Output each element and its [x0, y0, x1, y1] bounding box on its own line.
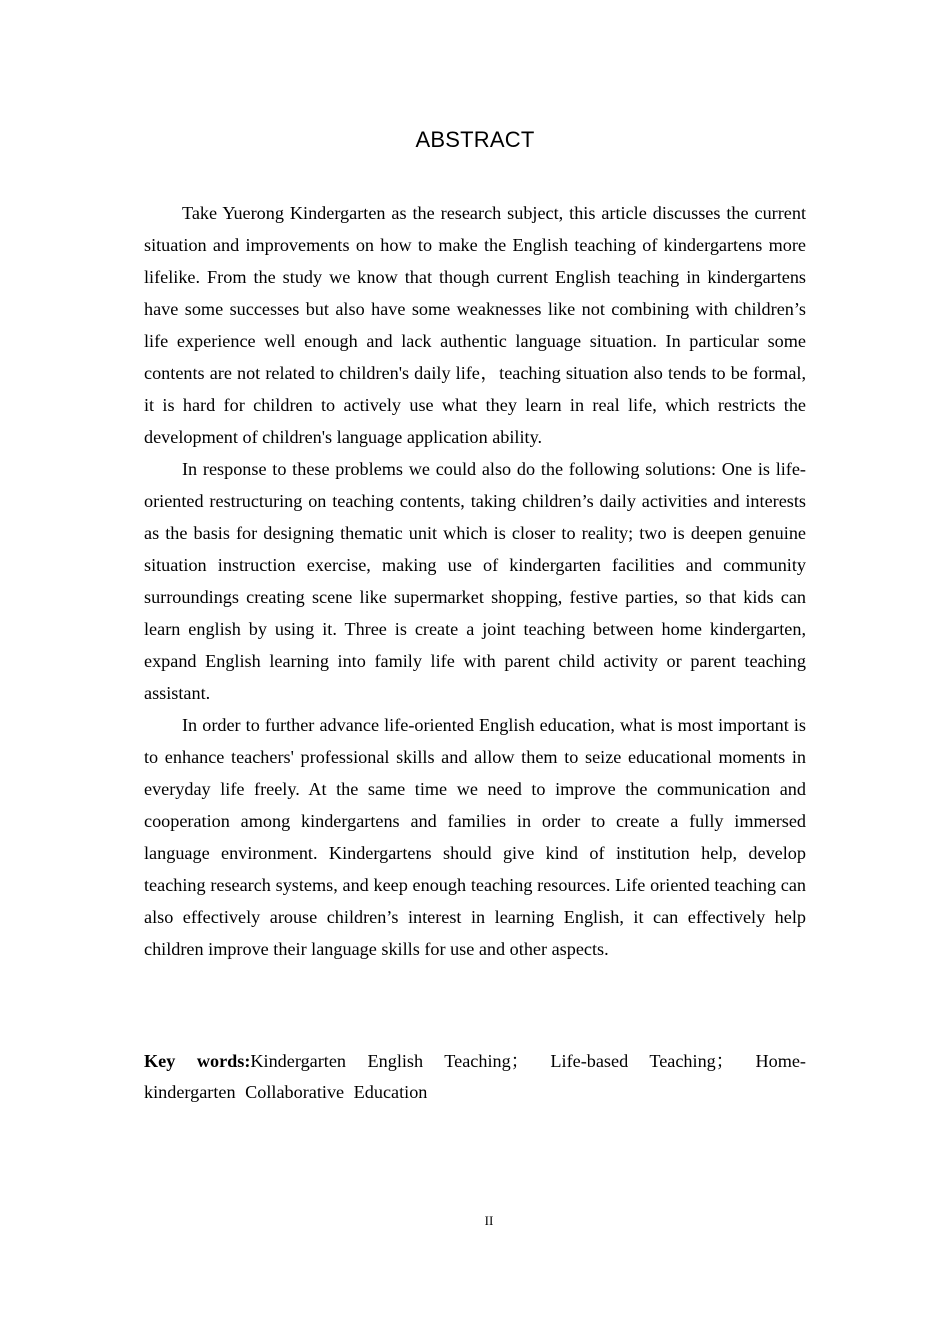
- abstract-paragraph-1: Take Yuerong Kindergarten as the research subject, this article discusses the current situation and improvements on how to make the English teaching of kindergartens more lifelike. From the study we know that though current English teaching in kindergartens have some successes but also have some weaknesses like not combining with children’s life experience well enough and lack authentic language situation. In particular some contents are not related to children's daily life，teaching situation also tends to be formal, it is hard for children to actively use what they learn in real life, which restricts the development of children's language application ability.: [144, 203, 806, 447]
- abstract-paragraph-3: In order to further advance life-oriented English education, what is most important is to enhance teachers' professional skills and allow them to seize educational moments in everyday life freely. At the same time we need to improve the communication and cooperation among kindergartens and families in order to create a fully immersed language environment. Kindergartens should give kind of institution help, develop teaching research systems, and keep enough teaching resources. Life oriented teaching can also effectively arouse children’s interest in learning English, it can effectively help children improve their language skills for use and other aspects.: [144, 715, 806, 959]
- keywords-line: [144, 1046, 806, 1108]
- keywords-label: Key words:: [144, 1051, 251, 1071]
- keywords-text: Kindergarten English Teaching； Life-based Teaching； Home-kindergarten Collaborative Education: [144, 1051, 806, 1102]
- abstract-paragraph-2: In response to these problems we could also do the following solutions: One is life-oriented restructuring on teaching contents, taking children’s daily activities and interests as the basis for designing thematic unit which is closer to reality; two is deepen genuine situation instruction exercise, making use of kindergarten facilities and community surroundings creating scene like supermarket shopping, festive parties, so that kids can learn english by using it. Three is create a joint teaching between home kindergarten, expand English learning into family life with parent child activity or parent teaching assistant.: [144, 459, 806, 703]
- page-number: II: [484, 1213, 494, 1228]
- abstract-title: ABSTRACT: [415, 127, 535, 152]
- abstract-body: [144, 197, 806, 965]
